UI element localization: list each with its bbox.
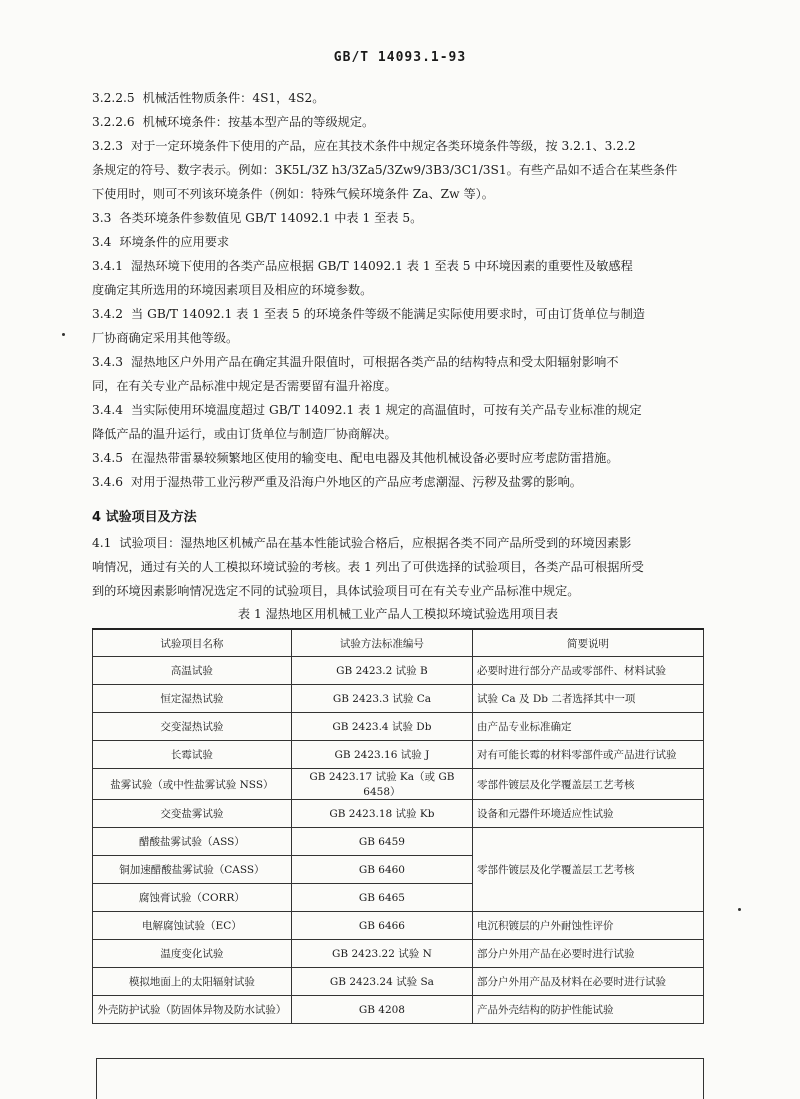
table-caption: 表 1 湿热地区用机械工业产品人工模拟环境试验选用项目表: [237, 607, 559, 621]
paragraph-list: [92, 86, 704, 494]
paragraph: [92, 86, 704, 110]
paragraph: [92, 398, 704, 422]
paragraph: [92, 350, 704, 374]
paragraph-continuation: 条规定的符号、数字表示。例如：3K5L/3Z h3/3Za5/3Zw9/3B3/3C1/3S1。有些产品如不适合在某些条件: [92, 163, 678, 177]
paragraph-text: 对用于湿热带工业污秽严重及沿海户外地区的产品应考虑潮湿、污秽及盐雾的影响。: [131, 475, 582, 489]
table-cell: 零部件镀层及化学覆盖层工艺考核: [473, 769, 704, 800]
table-cell: GB 2423.18 试验 Kb: [291, 800, 472, 828]
paragraph-text: 对于一定环境条件下使用的产品，应在其技术条件中规定各类环境条件等级，按 3.2.1、3.2.2: [131, 139, 636, 153]
table-cell: GB 2423.4 试验 Db: [291, 713, 472, 741]
paragraph-number: 3.2.2.6: [92, 115, 135, 129]
scan-speck: [738, 908, 741, 911]
paragraph-number: 3.4.2: [92, 307, 124, 321]
paragraph: [92, 254, 704, 278]
table-row: [93, 968, 704, 996]
table-row: [93, 713, 704, 741]
paragraph-text: 机械环境条件：按基本型产品的等级规定。: [142, 115, 375, 129]
table-cell: 铜加速醋酸盐雾试验（CASS）: [93, 856, 292, 884]
paragraph-text: 当实际使用环境温度超过 GB/T 14092.1 表 1 规定的高温值时，可按有关产品专业标准的规定: [131, 403, 642, 417]
paragraph: [92, 110, 704, 134]
paragraph-continuation: 降低产品的温升运行，或由订货单位与制造厂协商解决。: [92, 427, 397, 441]
table-cell: 温度变化试验: [93, 940, 292, 968]
table-cell: 由产品专业标准确定: [473, 713, 704, 741]
paragraph-continuation: 响情况，通过有关的人工模拟环境试验的考核。表 1 列出了可供选择的试验项目，各类产品可根据所受: [92, 560, 644, 574]
paragraph-number: 3.4.5: [92, 451, 124, 465]
table-cell: 部分户外用产品在必要时进行试验: [473, 940, 704, 968]
table-row: [93, 657, 704, 685]
table-cell: GB 2423.16 试验 J: [291, 741, 472, 769]
table-cell: 恒定湿热试验: [93, 685, 292, 713]
footer-frame: [96, 1058, 704, 1099]
table-row: [93, 828, 704, 856]
paragraph-text: 各类环境条件参数值见 GB/T 14092.1 中表 1 至表 5。: [119, 211, 423, 225]
table-header-row: [93, 629, 704, 657]
table-cell: 试验 Ca 及 Db 二者选择其中一项: [473, 685, 704, 713]
table-row: [93, 685, 704, 713]
paragraph: [92, 206, 704, 230]
document-body: [92, 86, 704, 1024]
paragraph: [92, 531, 704, 555]
table-cell: GB 2423.3 试验 Ca: [291, 685, 472, 713]
scan-speck: [62, 333, 65, 336]
paragraph-continuation: 同，在有关专业产品标准中规定是否需要留有温升裕度。: [92, 379, 397, 393]
table-cell: GB 6465: [291, 884, 472, 912]
table-cell: GB 2423.17 试验 Ka（或 GB 6458）: [291, 769, 472, 800]
paragraph-number: 3.4.3: [92, 355, 124, 369]
table-cell: GB 2423.24 试验 Sa: [291, 968, 472, 996]
table-cell: GB 2423.2 试验 B: [291, 657, 472, 685]
table-row: [93, 996, 704, 1024]
table-row: [93, 940, 704, 968]
paragraph-number: 3.2.3: [92, 139, 124, 153]
paragraph-number: 3.4: [92, 235, 112, 249]
paragraph-text: 当 GB/T 14092.1 表 1 至表 5 的环境条件等级不能满足实际使用要求时，可由订货单位与制造: [131, 307, 645, 321]
table-cell: 设备和元器件环境适应性试验: [473, 800, 704, 828]
table-cell: 高温试验: [93, 657, 292, 685]
paragraph: [92, 470, 704, 494]
table-cell: 模拟地面上的太阳辐射试验: [93, 968, 292, 996]
paragraph-number: 4.1: [92, 536, 112, 550]
table-cell: 电解腐蚀试验（EC）: [93, 912, 292, 940]
page-header: GB/T 14093.1-93: [333, 50, 467, 65]
table-cell: 交变湿热试验: [93, 713, 292, 741]
table-cell: GB 6466: [291, 912, 472, 940]
column-header: 简要说明: [473, 629, 704, 657]
table-cell: 醋酸盐雾试验（ASS）: [93, 828, 292, 856]
table-cell: 外壳防护试验（防固体异物及防水试验）: [93, 996, 292, 1024]
paragraph-number: 3.4.4: [92, 403, 124, 417]
test-items-table: [92, 628, 704, 1024]
paragraph: [92, 446, 704, 470]
paragraph-number: 3.4.1: [92, 259, 124, 273]
paragraph-continuation: 度确定其所选用的环境因素项目及相应的环境参数。: [92, 283, 373, 297]
table-cell: GB 6460: [291, 856, 472, 884]
paragraph-text: 环境条件的应用要求: [119, 235, 230, 249]
paragraph-continuation: 厂协商确定采用其他等级。: [92, 331, 239, 345]
table-row: [93, 800, 704, 828]
table-cell: GB 4208: [291, 996, 472, 1024]
column-header: 试验方法标准编号: [291, 629, 472, 657]
paragraph-text: 试验项目：湿热地区机械产品在基本性能试验合格后，应根据各类不同产品所受到的环境因素影: [119, 536, 632, 550]
table-cell: 电沉积镀层的户外耐蚀性评价: [473, 912, 704, 940]
table-cell: 盐雾试验（或中性盐雾试验 NSS）: [93, 769, 292, 800]
table-cell: 部分户外用产品及材料在必要时进行试验: [473, 968, 704, 996]
paragraph-text: 湿热地区户外用产品在确定其温升限值时，可根据各类产品的结构特点和受太阳辐射影响不: [131, 355, 619, 369]
paragraph-text: 机械活性物质条件：4S1，4S2。: [142, 91, 325, 105]
table-cell: 交变盐雾试验: [93, 800, 292, 828]
table-cell: GB 6459: [291, 828, 472, 856]
table-row: [93, 769, 704, 800]
paragraph-text: 湿热环境下使用的各类产品应根据 GB/T 14092.1 表 1 至表 5 中环境因素的重要性及敏感程: [131, 259, 633, 273]
paragraph: [92, 134, 704, 158]
table-cell: 腐蚀膏试验（CORR）: [93, 884, 292, 912]
paragraph: [92, 230, 704, 254]
paragraph-continuation: 到的环境因素影响情况选定不同的试验项目，具体试验项目可在有关专业产品标准中规定。: [92, 584, 580, 598]
paragraph-number: 3.2.2.5: [92, 91, 135, 105]
paragraph: [92, 302, 704, 326]
table-cell: 必要时进行部分产品或零部件、材料试验: [473, 657, 704, 685]
column-header: 试验项目名称: [93, 629, 292, 657]
table-cell: GB 2423.22 试验 N: [291, 940, 472, 968]
paragraph-text: 在湿热带雷暴较频繁地区使用的输变电、配电电器及其他机械设备必要时应考虑防雷措施。: [131, 451, 619, 465]
table-cell: 产品外壳结构的防护性能试验: [473, 996, 704, 1024]
section-title: 4 试验项目及方法: [92, 510, 197, 525]
table-cell: 长霉试验: [93, 741, 292, 769]
table-body: [93, 657, 704, 1024]
table-cell: 对有可能长霉的材料零部件或产品进行试验: [473, 741, 704, 769]
paragraph-number: 3.3: [92, 211, 112, 225]
paragraph-continuation: 下使用时，则可不列该环境条件（例如：特殊气候环境条件 Za、Zw 等）。: [92, 187, 494, 201]
table-row: [93, 741, 704, 769]
table-row: [93, 912, 704, 940]
paragraph-number: 3.4.6: [92, 475, 124, 489]
table-cell: 零部件镀层及化学覆盖层工艺考核: [473, 828, 704, 912]
